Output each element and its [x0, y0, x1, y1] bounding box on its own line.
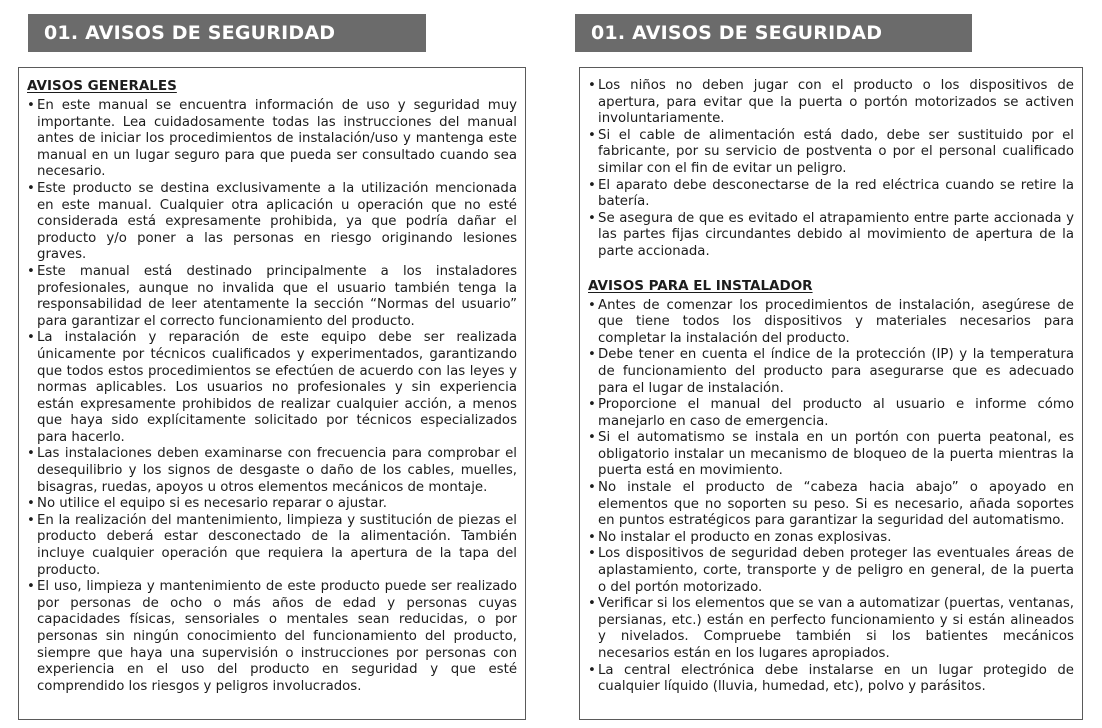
list-item: [588, 596, 1074, 662]
list-item: [27, 181, 517, 264]
bullet-icon: •: [588, 397, 596, 413]
bullet-icon: •: [588, 177, 596, 193]
installer-warnings-list: [588, 298, 1074, 696]
list-item: [27, 496, 517, 513]
list-item-text: El aparato debe desconectarse de la red eléctrica cuando se retire la batería.: [598, 177, 1074, 210]
bullet-icon: •: [588, 210, 596, 226]
continued-warnings-list: [588, 78, 1074, 261]
bullet-icon: •: [588, 480, 596, 496]
bullet-icon: •: [27, 330, 35, 346]
list-item-text: Si el automatismo se instala en un portón con puerta peatonal, es obligatorio instalar un mecanismo de bloqueo de la puerta mientras la puerta está en movimiento.: [598, 430, 1074, 479]
bullet-icon: •: [588, 662, 596, 678]
bullet-icon: •: [27, 446, 35, 462]
bullet-icon: •: [588, 127, 596, 143]
list-item: [588, 397, 1074, 430]
bullet-icon: •: [27, 263, 35, 279]
list-item: [588, 347, 1074, 397]
bullet-icon: •: [588, 347, 596, 363]
list-item: [588, 78, 1074, 128]
section-title-general-warnings: AVISOS GENERALES: [27, 78, 177, 94]
bullet-icon: •: [588, 546, 596, 562]
bullet-icon: •: [27, 180, 35, 196]
list-item-text: La central electrónica debe instalarse en un lugar protegido de cualquier líquido (lluvia, humedad, etc), polvo y parásitos.: [598, 662, 1074, 695]
page-header-left: 01. AVISOS DE SEGURIDAD: [28, 14, 426, 52]
list-item: [27, 330, 517, 446]
list-item-text: Los dispositivos de seguridad deben proteger las eventuales áreas de aplastamiento, corte, transporte y de peligro en general, de la puerta o del portón motorizado.: [598, 546, 1074, 595]
general-warnings-list: [27, 98, 517, 695]
general-warnings-panel: [18, 67, 526, 720]
installer-warnings-panel: [579, 67, 1083, 720]
list-item: [588, 663, 1074, 696]
list-item: [588, 530, 1074, 547]
list-item: [588, 480, 1074, 530]
list-item-text: Debe tener en cuenta el índice de la protección (IP) y la temperatura de funcionamiento del producto para asegurarse que es adecuado para el lugar de instalación.: [598, 347, 1074, 396]
list-item-text: No instale el producto de “cabeza hacia abajo” o apoyado en elementos que no soporten su peso. Si es necesario, añada soportes en puntos estratégicos para garantizar la seguridad del automatismo.: [598, 480, 1074, 529]
list-item: [588, 211, 1074, 261]
list-item-text: Si el cable de alimentación está dado, debe ser sustituido por el fabricante, por su servicio de postventa o por el personal cualificado similar con el fin de evitar un peligro.: [598, 127, 1074, 176]
page-header-right: 01. AVISOS DE SEGURIDAD: [575, 14, 972, 52]
list-item-text: Los niños no deben jugar con el producto o los dispositivos de apertura, para evitar que la puerta o portón motorizados se activen involuntariamente.: [598, 78, 1074, 127]
list-item: [588, 128, 1074, 178]
list-item-text: Este producto se destina exclusivamente a la utilización mencionada en este manual. Cualquier otra aplicación u operación que no esté considerada está expresamente prohibida, ya que podría dañar el producto y/o poner a las personas en riesgo originando lesiones graves.: [37, 180, 517, 263]
list-item: [588, 546, 1074, 596]
list-item: [27, 446, 517, 496]
bullet-icon: •: [588, 297, 596, 313]
bullet-icon: •: [27, 512, 35, 528]
bullet-icon: •: [27, 496, 35, 512]
list-item-text: No utilice el equipo si es necesario reparar o ajustar.: [37, 496, 387, 512]
list-item: [27, 579, 517, 695]
list-item-text: En este manual se encuentra información de uso y seguridad muy importante. Lea cuidadosamente todas las instrucciones del manual antes de iniciar los procedimientos de instalación/uso y mantenga este manual en un lugar seguro para que pueda ser consultado cuando sea necesario.: [37, 98, 517, 180]
section-title-installer-warnings: AVISOS PARA EL INSTALADOR: [588, 277, 813, 294]
list-item: [27, 264, 517, 330]
list-item: [27, 98, 517, 181]
list-item: [588, 298, 1074, 348]
bullet-icon: •: [588, 430, 596, 446]
bullet-icon: •: [588, 596, 596, 612]
list-item-text: Verificar si los elementos que se van a automatizar (puertas, ventanas, persianas, etc.) están en perfecto funcionamiento y si están alineados y nivelados. Compruebe también si los batientes mecánicos necesarios están en los lugares apropiados.: [598, 596, 1074, 661]
list-item-text: Se asegura de que es evitado el atrapamiento entre parte accionada y las partes fijas circundantes debido al movimiento de apertura de la parte accionada.: [598, 210, 1074, 259]
bullet-icon: •: [588, 529, 596, 545]
list-item-text: Este manual está destinado principalmente a los instaladores profesionales, aunque no invalida que el usuario también tenga la responsabilidad de leer atentamente la sección “Normas del usuario” para garantizar el correcto funcionamiento del producto.: [37, 263, 517, 329]
list-item-text: Las instalaciones deben examinarse con frecuencia para comprobar el desequilibrio y los signos de desgaste o daño de los cables, muelles, bisagras, ruedas, apoyos u otros elementos mecánicos de montaje.: [37, 446, 517, 495]
list-item-text: Antes de comenzar los procedimientos de instalación, asegúrese de que tiene todos los dispositivos y materiales necesarios para completar la instalación del producto.: [598, 297, 1074, 346]
bullet-icon: •: [27, 579, 35, 595]
bullet-icon: •: [27, 98, 35, 113]
list-item-text: No instalar el producto en zonas explosivas.: [598, 529, 892, 545]
list-item: [588, 430, 1074, 480]
list-item-text: El uso, limpieza y mantenimiento de este producto puede ser realizado por personas de ocho o más años de edad y personas cuyas capacidades físicas, sensoriales o mentales sean reducidas, o por personas sin ningún conocimiento del funcionamiento del producto, siempre que haya una supervisión o instrucciones por personas con experiencia en el uso del producto en seguridad y que esté comprendido los riesgos y peligros involucrados.: [37, 579, 517, 694]
section-spacer: [588, 261, 1074, 278]
list-item-text: La instalación y reparación de este equipo debe ser realizada únicamente por técnicos cualificados y experimentados, garantizando que todos estos procedimientos se efectúen de acuerdo con las leyes y normas aplicables. Los usuarios no profesionales y sin experiencia están expresamente prohibidos de realizar cualquier acción, a menos que haya sido explícitamente solicitado por técnicos especializados para hacerlo.: [37, 330, 517, 445]
bullet-icon: •: [588, 78, 596, 93]
list-item: [27, 513, 517, 579]
list-item-text: En la realización del mantenimiento, limpieza y sustitución de piezas el producto deberá estar desconectado de la alimentación. También incluye cualquier operación que requiera la apertura de la tapa del producto.: [37, 512, 517, 578]
list-item-text: Proporcione el manual del producto al usuario e informe cómo manejarlo en caso de emergencia.: [598, 397, 1074, 429]
list-item: [588, 178, 1074, 211]
